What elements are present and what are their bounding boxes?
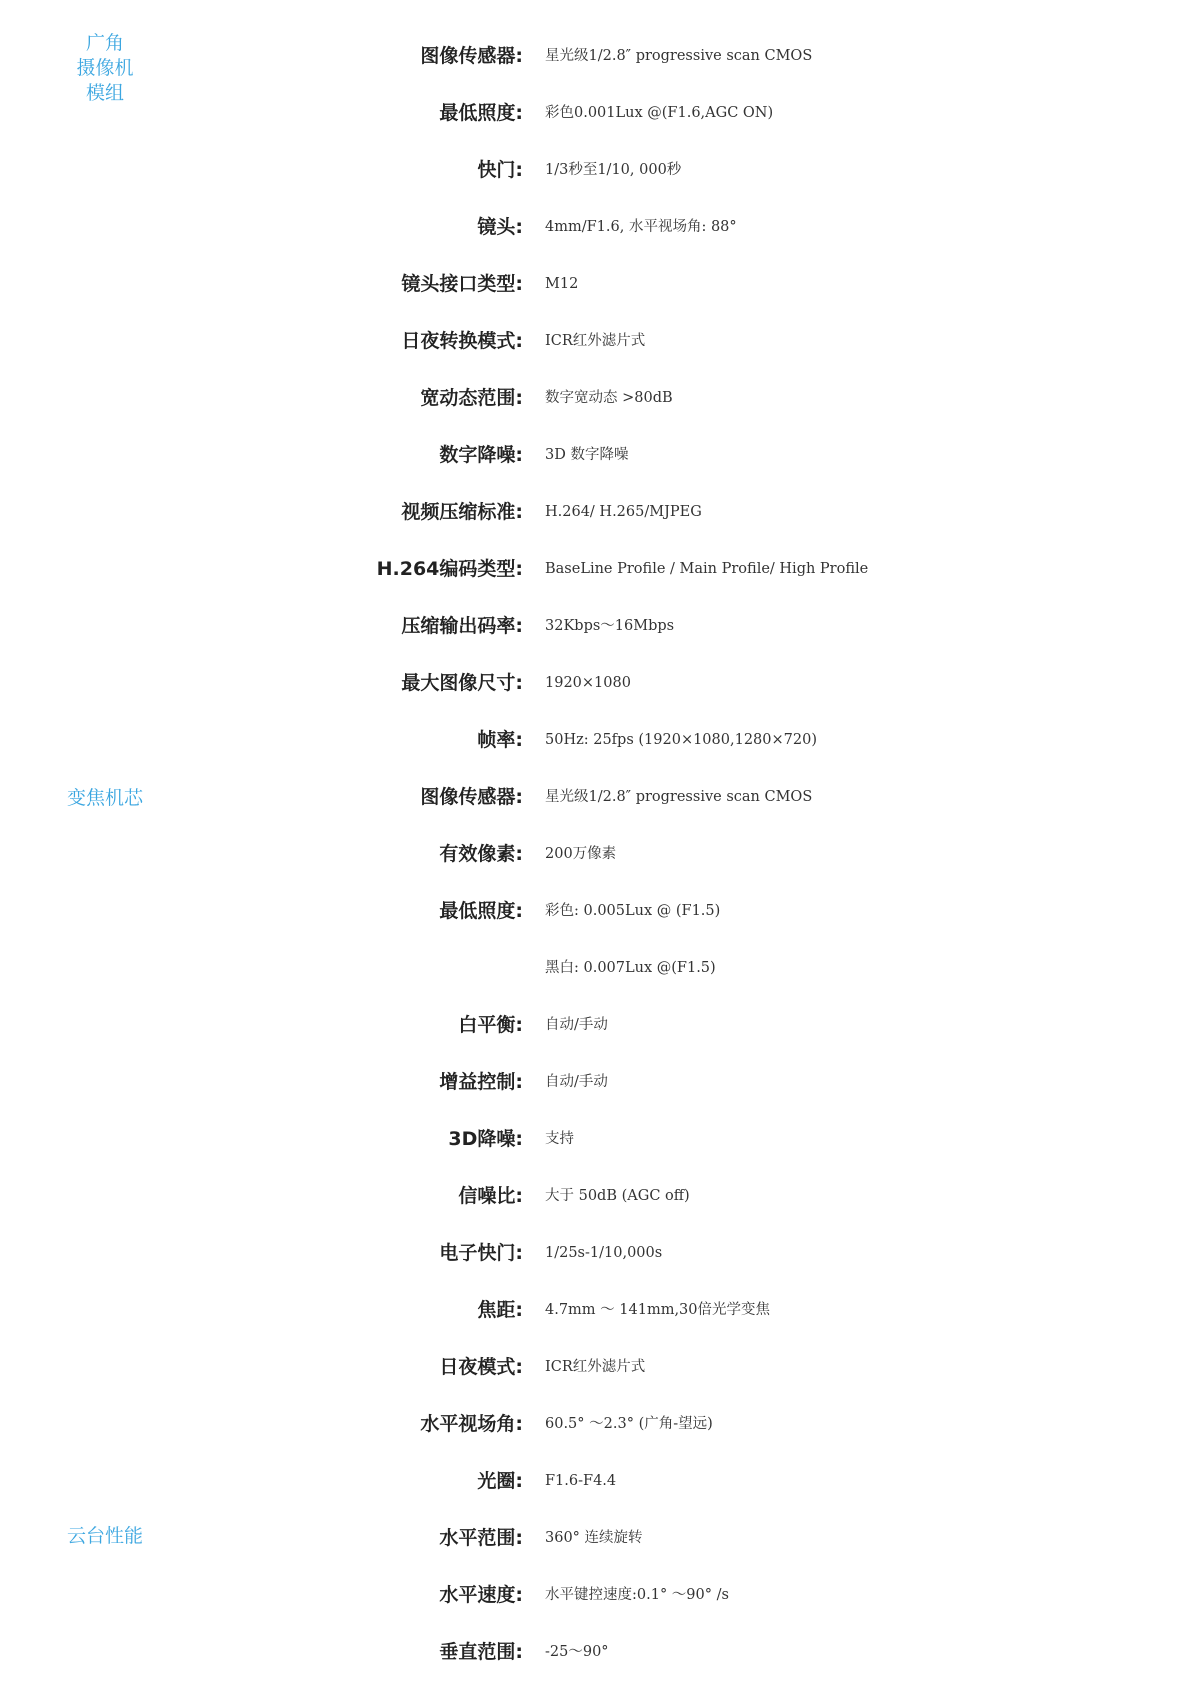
spec-label: 图像传感器: (420, 45, 523, 67)
spec-label: 焦距: (477, 1299, 523, 1321)
spec-label: 最大图像尺寸: (401, 672, 523, 694)
spec-row (0, 663, 1200, 703)
spec-row (0, 1233, 1200, 1273)
spec-value: 60.5° ～2.3° (广角-望远) (545, 1416, 713, 1432)
spec-row (0, 834, 1200, 874)
spec-value: BaseLine Profile / Main Profile/ High Profile (545, 561, 869, 577)
spec-row (0, 1347, 1200, 1387)
spec-value: 200万像素 (545, 846, 617, 862)
spec-row (0, 150, 1200, 190)
spec-label: 日夜模式: (439, 1356, 523, 1378)
spec-value: 3D 数字降噪 (545, 447, 629, 463)
spec-value: 支持 (545, 1131, 574, 1147)
spec-label: 最低照度: (439, 102, 523, 124)
spec-value: H.264/ H.265/MJPEG (545, 504, 702, 520)
spec-value: M12 (545, 276, 579, 292)
spec-value: 彩色0.001Lux @(F1.6,AGC ON) (545, 105, 774, 121)
spec-row (0, 1518, 1200, 1558)
spec-row (0, 435, 1200, 475)
spec-label: 视频压缩标准: (401, 501, 523, 523)
spec-label: 镜头: (477, 216, 523, 238)
spec-row (0, 378, 1200, 418)
spec-value: 360° 连续旋转 (545, 1530, 643, 1546)
spec-label: 图像传感器: (420, 786, 523, 808)
spec-value: 大于 50dB (AGC off) (545, 1188, 690, 1204)
spec-value: 星光级1/2.8″ progressive scan CMOS (545, 48, 813, 64)
spec-value: 自动/手动 (545, 1074, 608, 1090)
spec-row (0, 549, 1200, 589)
spec-label: 水平速度: (439, 1584, 523, 1606)
spec-row (0, 1461, 1200, 1501)
spec-label: 有效像素: (439, 843, 523, 865)
section-title-ptz-performance: 云台性能 (66, 1525, 143, 1547)
spec-row (0, 1404, 1200, 1444)
spec-label: 最低照度: (439, 900, 523, 922)
spec-row (0, 1290, 1200, 1330)
spec-value: 1920×1080 (545, 675, 631, 691)
spec-value: F1.6-F4.4 (545, 1473, 617, 1489)
spec-row (0, 720, 1200, 760)
spec-value: 1/25s-1/10,000s (545, 1245, 663, 1261)
spec-row (0, 492, 1200, 532)
spec-label: 光圈: (477, 1470, 523, 1492)
spec-row (0, 1176, 1200, 1216)
spec-row (0, 1632, 1200, 1672)
spec-label: H.264编码类型: (376, 558, 523, 580)
spec-label: 白平衡: (458, 1014, 523, 1036)
spec-label: 电子快门: (439, 1242, 523, 1264)
spec-label: 水平视场角: (420, 1413, 523, 1435)
spec-value: 自动/手动 (545, 1017, 608, 1033)
spec-value: 星光级1/2.8″ progressive scan CMOS (545, 789, 813, 805)
spec-row (0, 207, 1200, 247)
spec-label: 压缩输出码率: (401, 615, 523, 637)
spec-label: 镜头接口类型: (401, 273, 523, 295)
spec-row (0, 264, 1200, 304)
spec-row (0, 777, 1200, 817)
spec-row (0, 1062, 1200, 1102)
spec-value: 32Kbps～16Mbps (545, 618, 675, 634)
spec-label: 数字降噪: (439, 444, 523, 466)
spec-value: -25～90° (545, 1644, 609, 1660)
spec-row (0, 1119, 1200, 1159)
spec-row (0, 36, 1200, 76)
spec-label: 垂直范围: (439, 1641, 523, 1663)
spec-row (0, 891, 1200, 931)
spec-row (0, 321, 1200, 361)
spec-label: 日夜转换模式: (401, 330, 523, 352)
spec-label: 快门: (477, 159, 523, 181)
spec-value: 数字宽动态 >80dB (545, 390, 673, 406)
section-title-zoom-module: 变焦机芯 (66, 787, 143, 809)
spec-value: 50Hz: 25fps (1920×1080,1280×720) (545, 732, 817, 748)
spec-row (0, 1005, 1200, 1045)
spec-label: 帧率: (477, 729, 523, 751)
spec-label: 3D降噪: (448, 1128, 523, 1150)
spec-value: 1/3秒至1/10, 000秒 (545, 162, 682, 178)
spec-label: 增益控制: (439, 1071, 523, 1093)
spec-row (0, 93, 1200, 133)
spec-value: ICR红外滤片式 (545, 333, 646, 349)
spec-value: ICR红外滤片式 (545, 1359, 646, 1375)
section-title-wide-angle-camera: 广角 摄像机 模组 (76, 32, 134, 104)
spec-value: 黑白: 0.007Lux @(F1.5) (545, 960, 716, 976)
spec-row (0, 948, 1200, 988)
spec-row (0, 606, 1200, 646)
spec-value: 4mm/F1.6, 水平视场角: 88° (545, 219, 737, 235)
spec-label: 宽动态范围: (420, 387, 523, 409)
spec-value: 彩色: 0.005Lux @ (F1.5) (545, 903, 721, 919)
spec-row (0, 1575, 1200, 1615)
spec-value: 水平键控速度:0.1° ～90° /s (545, 1587, 729, 1603)
spec-value: 4.7mm ～ 141mm,30倍光学变焦 (545, 1302, 771, 1318)
spec-label: 信噪比: (458, 1185, 523, 1207)
spec-label: 水平范围: (439, 1527, 523, 1549)
